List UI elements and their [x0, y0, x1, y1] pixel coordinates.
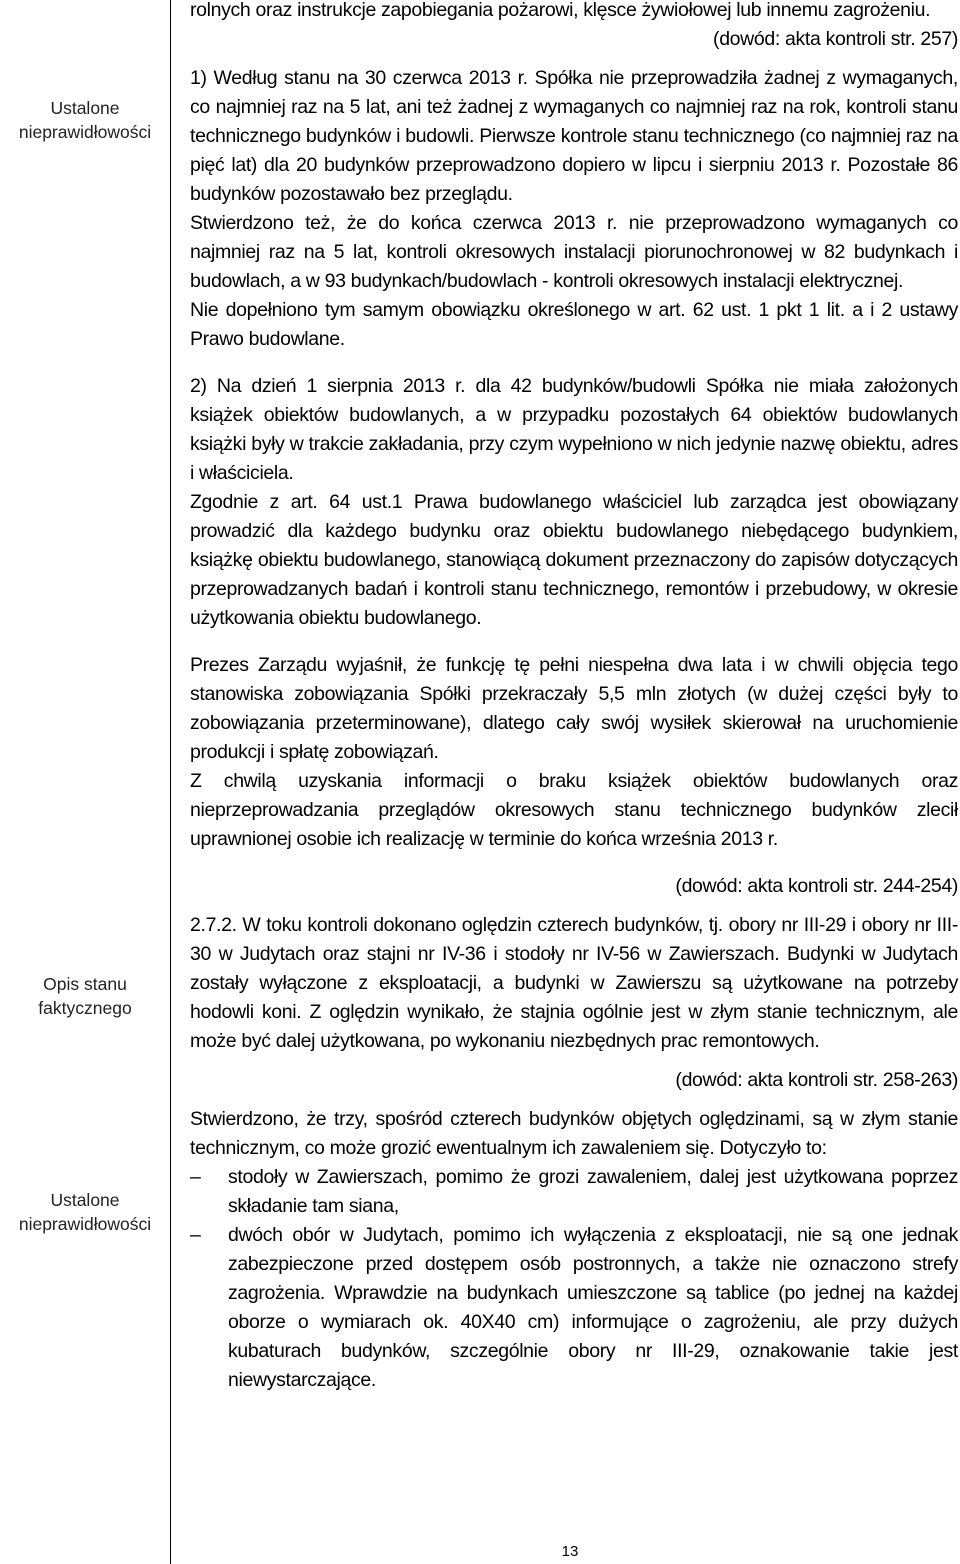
margin-label-irregularities-2: [0, 1188, 170, 1236]
evidence-citation-2: (dowód: akta kontroli str. 244-254): [675, 875, 958, 897]
main-text-column: [190, 0, 958, 1395]
list-item-text: stodoły w Zawierszach, pomimo że grozi zawaleniem, dalej jest użytkowana poprzez składanie tam siana,: [228, 1166, 958, 1217]
findings-list: [190, 1163, 958, 1395]
margin-label-line: Ustalone: [50, 1190, 120, 1210]
finding-1-paragraph: 1) Według stanu na 30 czerwca 2013 r. Spółka nie przeprowadziła żadnej z wymaganych, co najmniej raz na 5 lat, ani też żadnej z wymaganych co najmniej raz na rok, kontroli stanu technicznego budynków i budowli. Pierwsze kontrole stanu technicznego (co najmniej raz na pięć lat) dla 20 budynków przeprowadzono dopiero w lipcu i sierpniu 2013 r. Pozostałe 86 budynków pozostawało bez przeglądu.: [190, 67, 958, 205]
section-2-7-2-paragraph: 2.7.2. W toku kontroli dokonano oględzin czterech budynków, tj. obory nr III-29 i obory nr III-30 w Judytach oraz stajni nr IV-36 i stodoły nr IV-56 w Zawierszach. Budynki w Judytach zostały wyłączone z eksploatacji, a budynki w Zawierszu są użytkowane na potrzeby hodowli koni. Z oględzin wynikało, że stajnia ogólnie jest w złym stanie technicznym, ale może być dalej użytkowana, po wykonaniu niezbędnych prac remontowych.: [190, 914, 958, 1052]
list-item-text: dwóch obór w Judytach, pomimo ich wyłączenia z eksploatacji, nie są one jednak zabezpieczone przed dostępem osób postronnych, a także nie oznaczono strefy zagrożenia. Wprawdzie na budynkach umieszczone są tablice (po jednej na każdej oborze o wymiarach ok. 40X40 cm) informujące o zagrożeniu, ale przy dużych kubaturach budynków, szczególnie obory nr III-29, oznakowanie takie jest niewystarczające.: [228, 1224, 958, 1391]
explanation-paragraph: Prezes Zarządu wyjaśnił, że funkcję tę pełni niespełna dwa lata i w chwili objęcia tego stanowiska zobowiązania Spółki przekraczały 5,5 mln złotych (w dużej części były to zobowiązania przeterminowane), dlatego cały swój wysiłek skierował na uruchomienie produkcji i spłatę zobowiązań.: [190, 654, 958, 763]
finding-1-lightning-paragraph: Stwierdzono też, że do końca czerwca 2013 r. nie przeprowadzono wymaganych co najmniej raz na 5 lat, kontroli okresowych instalacji piorunochronowej w 82 budynkach i budowlach, a w 93 budynkach/budowlach - kontroli okresowych instalacji elektrycznej.: [190, 212, 958, 292]
margin-label-line: faktycznego: [38, 998, 132, 1018]
margin-label-line: nieprawidłowości: [18, 1214, 152, 1234]
list-item: [190, 1163, 958, 1221]
conclusion-paragraph: Stwierdzono, że trzy, spośród czterech budynków objętych oględzinami, są w złym stanie technicznym, co może grozić ewentualnym ich zawaleniem się. Dotyczyło to:: [190, 1108, 958, 1159]
dash-bullet: –: [190, 1224, 201, 1246]
list-item: [190, 1221, 958, 1395]
margin-label-line: nieprawidłowości: [18, 122, 152, 142]
margin-label-irregularities-1: [0, 96, 170, 144]
margin-label-line: Opis stanu: [43, 974, 127, 994]
evidence-citation-1: (dowód: akta kontroli str. 257): [713, 28, 958, 50]
evidence-citation-3: (dowód: akta kontroli str. 258-263): [675, 1069, 958, 1091]
margin-label-factual-state: [0, 972, 170, 1020]
intro-tail-paragraph: rolnych oraz instrukcje zapobiegania pożarowi, klęsce żywiołowej lub innemu zagrożeniu.: [190, 0, 931, 21]
page-number: 13: [561, 1543, 579, 1560]
finding-1-legal-paragraph: Nie dopełniono tym samym obowiązku określonego w art. 62 ust. 1 pkt 1 lit. a i 2 ustawy Prawo budowlane.: [190, 299, 958, 350]
dash-bullet: –: [190, 1166, 201, 1188]
margin-label-line: Ustalone: [50, 98, 120, 118]
finding-2-legal-paragraph: Zgodnie z art. 64 ust.1 Prawa budowlanego właściciel lub zarządca jest obowiązany prowadzić dla każdego budynku oraz obiektu budowlanego niebędącego budynkiem, książkę obiektu budowlanego, stanowiącą dokument przeznaczony do zapisów dotyczących przeprowadzanych badań i kontroli stanu technicznego, remontów i przebudowy, w okresie użytkowania obiektu budowlanego.: [190, 491, 958, 629]
finding-2-paragraph: 2) Na dzień 1 sierpnia 2013 r. dla 42 budynków/budowli Spółka nie miała założonych książek obiektów budowlanych, a w przypadku pozostałych 64 obiektów budowlanych książki były w trakcie zakładania, przy czym wypełniono w nich jedynie nazwę obiektu, adres i właściciela.: [190, 375, 958, 484]
margin-sidebar: [0, 0, 171, 1564]
explanation-followup-paragraph: Z chwilą uzyskania informacji o braku książek obiektów budowlanych oraz nieprzeprowadzania przeglądów okresowych stanu technicznego budynków zlecił uprawnionej osobie ich realizację w terminie do końca września 2013 r.: [190, 770, 958, 850]
